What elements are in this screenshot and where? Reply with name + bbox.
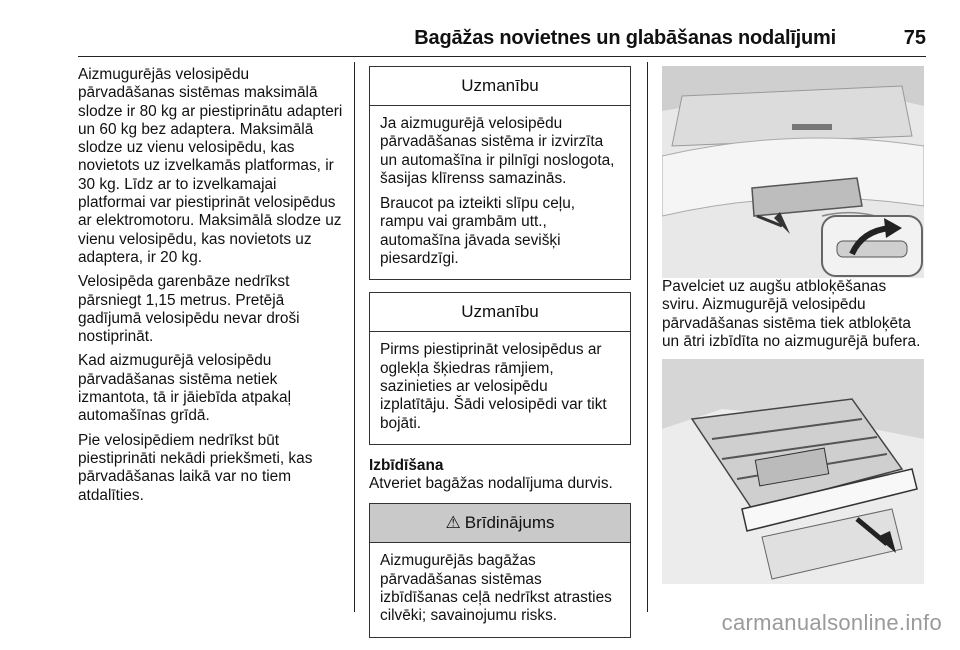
paragraph: Velosipēda garenbāze nedrīkst pārsniegt 1,15 metrus. Pretējā gadījumā velosipēdu nevar droši nostiprināt. xyxy=(78,273,300,346)
column-left xyxy=(78,66,346,511)
warning-text: Aizmugurējās bagāžas pārvadāšanas sistēmas izbīdīšanas ceļā nedrīkst atrasties cilvēki; savainojumu risks. xyxy=(380,552,612,625)
column-right xyxy=(662,66,924,584)
column-divider xyxy=(354,62,355,612)
caution-box-carbon xyxy=(369,292,631,444)
caution-title: Uzmanību xyxy=(370,67,630,106)
caution-text: Braucot pa izteikti slīpu ceļu, rampu vai grambām utt., automašīna jāvada sevišķi piesardzīgi. xyxy=(380,195,576,268)
warning-title-bar xyxy=(370,504,630,543)
warning-box xyxy=(369,503,631,637)
paragraph: Aizmugurējās velosipēdu pārvadāšanas sistēmas maksimālā slodze ir 80 kg ar piestiprinātu adapteri un 60 kg bez adaptera. Maksimālā slodze uz vienu velosipēdu, kas novietots uz izvelkamās platformas, ir 30 kg. Līdz ar to izvelkamajai platformai var piestiprināt velosipēdus ar elektromotoru. Maksimālā slodze uz vienu velosipēdu, kas novietots uz adaptera, ir 20 kg. xyxy=(78,66,343,266)
caution-body xyxy=(370,106,630,279)
figure-caption: Pavelciet uz augšu atbloķēšanas sviru. Aizmugurējā velosipēdu pārvadāšanas sistēma tiek atbloķēta un ātri izbīdīta no aizmugurējā bufera. xyxy=(662,278,921,350)
section-text: Atveriet bagāžas nodalījuma durvis. xyxy=(369,475,613,493)
caution-text: Pirms piestiprināt velosipēdus ar oglekļa šķiedras rāmjiem, sazinieties ar velosipēdu izplatītāju. Šādi velosipēdi var tikt bojāti. xyxy=(380,341,607,432)
release-lever-illustration xyxy=(662,66,924,278)
page-header xyxy=(78,22,926,57)
caution-body xyxy=(370,332,630,443)
warning-triangle-icon: ⚠ xyxy=(445,513,461,533)
figure-release-lever xyxy=(662,66,924,278)
column-middle xyxy=(369,66,631,650)
warning-title: Brīdinājums xyxy=(464,513,555,533)
page-title: Bagāžas novietnes un glabāšanas nodalījumi xyxy=(414,27,836,49)
caution-title: Uzmanību xyxy=(370,293,630,332)
warning-body xyxy=(370,543,630,636)
watermark: carmanualsonline.info xyxy=(721,610,942,635)
caution-text: Ja aizmugurējā velosipēdu pārvadāšanas sistēma ir izvirzīta un automašīna ir pilnīgi noslogota, šasijas klīrenss samazinās. xyxy=(380,115,615,187)
extended-carrier-illustration xyxy=(662,359,924,584)
figure-extended-carrier xyxy=(662,359,924,584)
section-heading: Izbīdīšana xyxy=(369,456,444,474)
caution-box-clearance xyxy=(369,66,631,280)
column-divider xyxy=(647,62,648,612)
page-number: 75 xyxy=(903,27,926,49)
paragraph: Kad aizmugurējā velosipēdu pārvadāšanas sistēma netiek izmantota, tā ir jāiebīda atpakaļ automašīnas grīdā. xyxy=(78,352,292,425)
paragraph: Pie velosipēdiem nedrīkst būt piestiprināti nekādi priekšmeti, kas pārvadāšanas laikā var no tiem atdalīties. xyxy=(78,431,313,504)
